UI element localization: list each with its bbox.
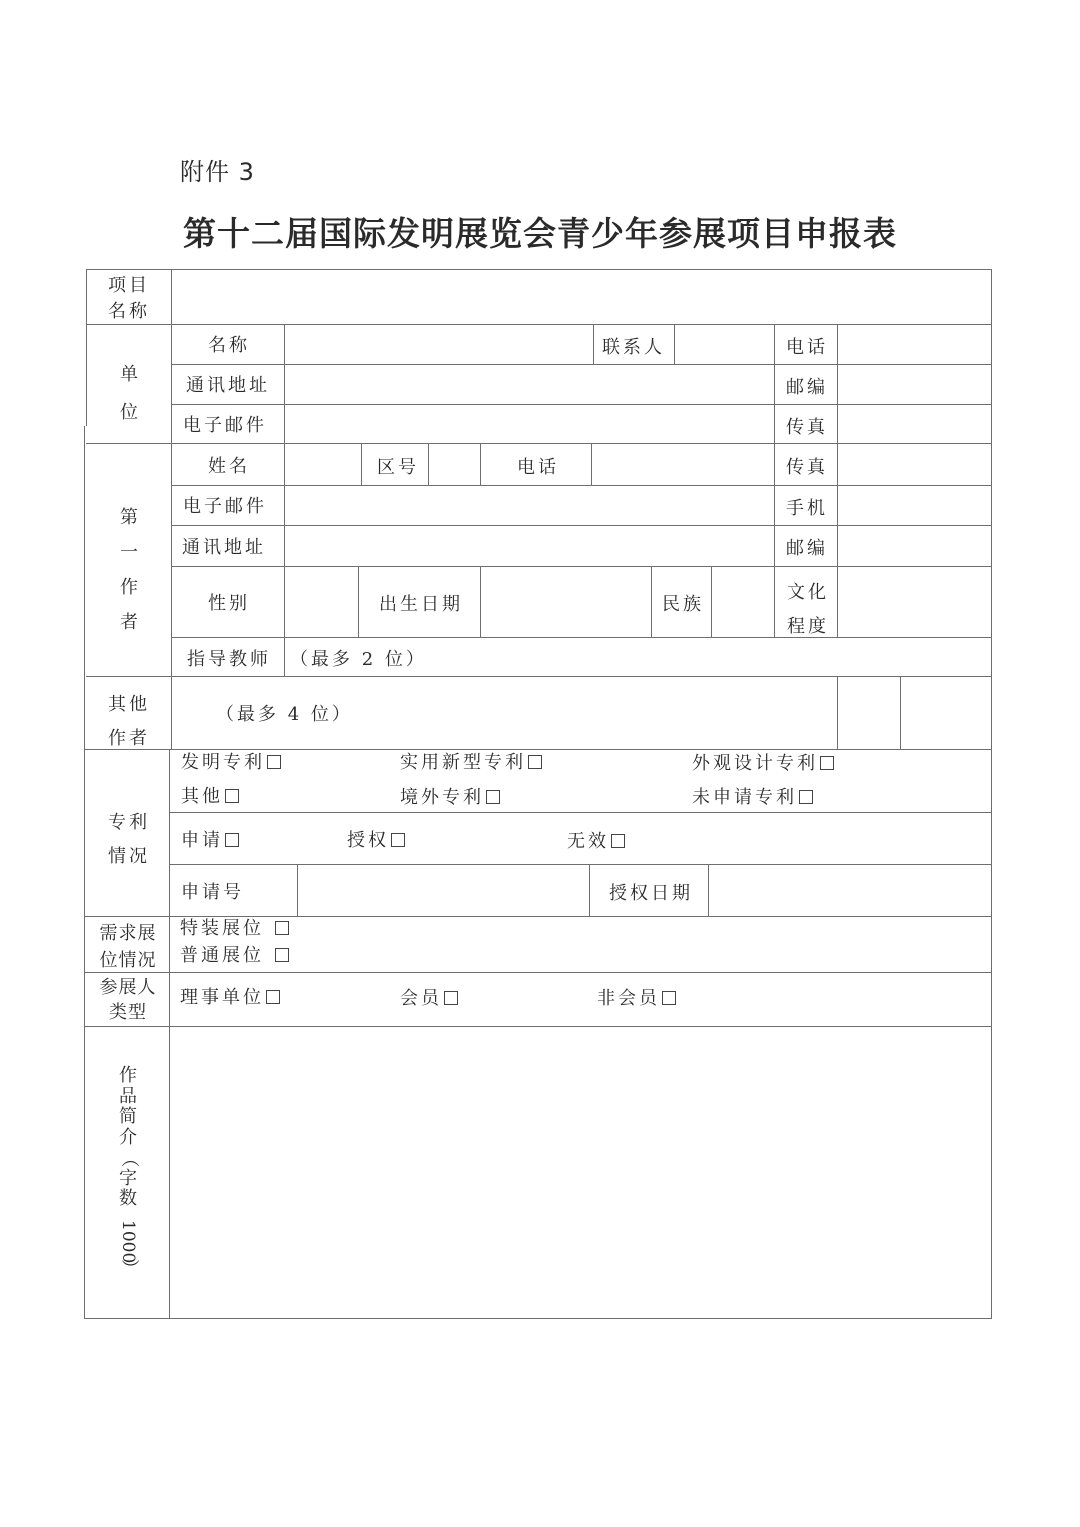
mobile-field[interactable] [839, 487, 990, 524]
birth-date-field[interactable] [482, 568, 650, 636]
unit-fax-label: 传真 [786, 417, 828, 438]
author-address-field[interactable] [286, 527, 773, 565]
applied-option[interactable]: 申请 [181, 832, 239, 850]
other-patent-option[interactable]: 其他 [181, 788, 239, 806]
granted-checkbox[interactable] [391, 833, 405, 847]
member-checkbox[interactable] [444, 991, 458, 1005]
grant-date-label: 授权日期 [609, 883, 693, 904]
application-no-label: 申请号 [181, 882, 244, 903]
contact-label: 联系人 [602, 337, 665, 358]
application-no-field[interactable] [299, 866, 588, 915]
ethnicity-label: 民族 [662, 594, 704, 615]
unit-email-label: 电子邮件 [183, 415, 267, 436]
author-postcode-label: 邮编 [786, 538, 828, 559]
foreign-patent-checkbox[interactable] [486, 790, 500, 804]
utility-patent-checkbox[interactable] [528, 755, 542, 769]
contact-field[interactable] [676, 326, 773, 363]
applied-checkbox[interactable] [225, 833, 239, 847]
exhibitor-type-label: 参展人 类型 [99, 977, 157, 1023]
invalid-option[interactable]: 无效 [567, 833, 625, 851]
mobile-label: 手机 [786, 498, 828, 519]
special-booth-option[interactable]: 特装展位 [180, 920, 289, 938]
advisor-note: （最多 2 位） [290, 649, 427, 670]
unit-address-label: 通讯地址 [186, 375, 270, 396]
gender-field[interactable] [286, 568, 357, 636]
unapplied-patent-checkbox[interactable] [799, 790, 813, 804]
unit-postcode-label: 邮编 [786, 377, 828, 398]
work-intro-label: 作 品 简 介 （ 字 数 1000 ） [118, 1065, 140, 1277]
other-authors-note: （最多 4 位） [216, 704, 353, 725]
unit-email-field[interactable] [286, 406, 773, 442]
author-phone-label: 电话 [517, 457, 559, 478]
author-phone-field[interactable] [593, 445, 773, 484]
advisor-field[interactable] [286, 639, 990, 675]
invention-patent-option[interactable]: 发明专利 [181, 754, 281, 772]
member-option[interactable]: 会员 [400, 990, 458, 1008]
unit-fax-field[interactable] [839, 406, 990, 442]
unit-phone-label: 电话 [786, 337, 828, 358]
invention-patent-checkbox[interactable] [267, 755, 281, 769]
unit-name-label: 名称 [208, 335, 250, 356]
project-name-field[interactable] [173, 271, 990, 323]
area-code-label: 区号 [377, 457, 419, 478]
special-booth-checkbox[interactable] [275, 921, 289, 935]
education-label: 文化 程度 [787, 582, 829, 637]
invalid-checkbox[interactable] [611, 834, 625, 848]
author-email-label: 电子邮件 [183, 496, 267, 517]
other-authors-label: 其他 作者 [108, 694, 150, 749]
attachment-label: 附件 3 [180, 158, 255, 186]
form-title: 第十二届国际发明展览会青少年参展项目申报表 [183, 214, 897, 253]
author-fax-field[interactable] [839, 445, 990, 484]
unit-section-label: 单 位 [120, 364, 138, 423]
other-patent-checkbox[interactable] [225, 789, 239, 803]
author-fax-label: 传真 [786, 457, 828, 478]
unapplied-patent-option[interactable]: 未申请专利 [692, 789, 813, 807]
unit-name-field[interactable] [286, 326, 592, 363]
council-unit-checkbox[interactable] [266, 990, 280, 1004]
non-member-checkbox[interactable] [662, 991, 676, 1005]
standard-booth-checkbox[interactable] [275, 948, 289, 962]
other-authors-field[interactable] [173, 678, 836, 748]
design-patent-checkbox[interactable] [820, 756, 834, 770]
author-email-field[interactable] [286, 487, 773, 524]
work-intro-field[interactable] [171, 1028, 990, 1317]
author-name-field[interactable] [286, 445, 360, 484]
gender-label: 性别 [208, 593, 250, 614]
foreign-patent-option[interactable]: 境外专利 [400, 789, 500, 807]
area-code-field[interactable] [430, 445, 479, 484]
patent-section-label: 专利 情况 [108, 812, 150, 867]
education-field[interactable] [839, 568, 990, 636]
grant-date-field[interactable] [710, 866, 990, 915]
unit-phone-field[interactable] [839, 326, 990, 363]
standard-booth-option[interactable]: 普通展位 [180, 947, 289, 965]
ethnicity-field[interactable] [713, 568, 773, 636]
advisor-label: 指导教师 [187, 649, 271, 670]
unit-address-field[interactable] [286, 366, 773, 403]
council-unit-option[interactable]: 理事单位 [180, 989, 280, 1007]
author-name-label: 姓名 [208, 456, 250, 477]
granted-option[interactable]: 授权 [347, 832, 405, 850]
first-author-section-label: 第 一 作 者 [120, 507, 138, 633]
project-name-label: 项目 名称 [108, 275, 150, 322]
unit-postcode-field[interactable] [839, 366, 990, 403]
birth-date-label: 出生日期 [379, 594, 463, 615]
author-address-label: 通讯地址 [182, 537, 266, 558]
design-patent-option[interactable]: 外观设计专利 [692, 755, 834, 773]
utility-patent-option[interactable]: 实用新型专利 [400, 754, 542, 772]
author-postcode-field[interactable] [839, 527, 990, 565]
booth-section-label: 需求展 位情况 [99, 923, 157, 971]
non-member-option[interactable]: 非会员 [597, 990, 676, 1008]
